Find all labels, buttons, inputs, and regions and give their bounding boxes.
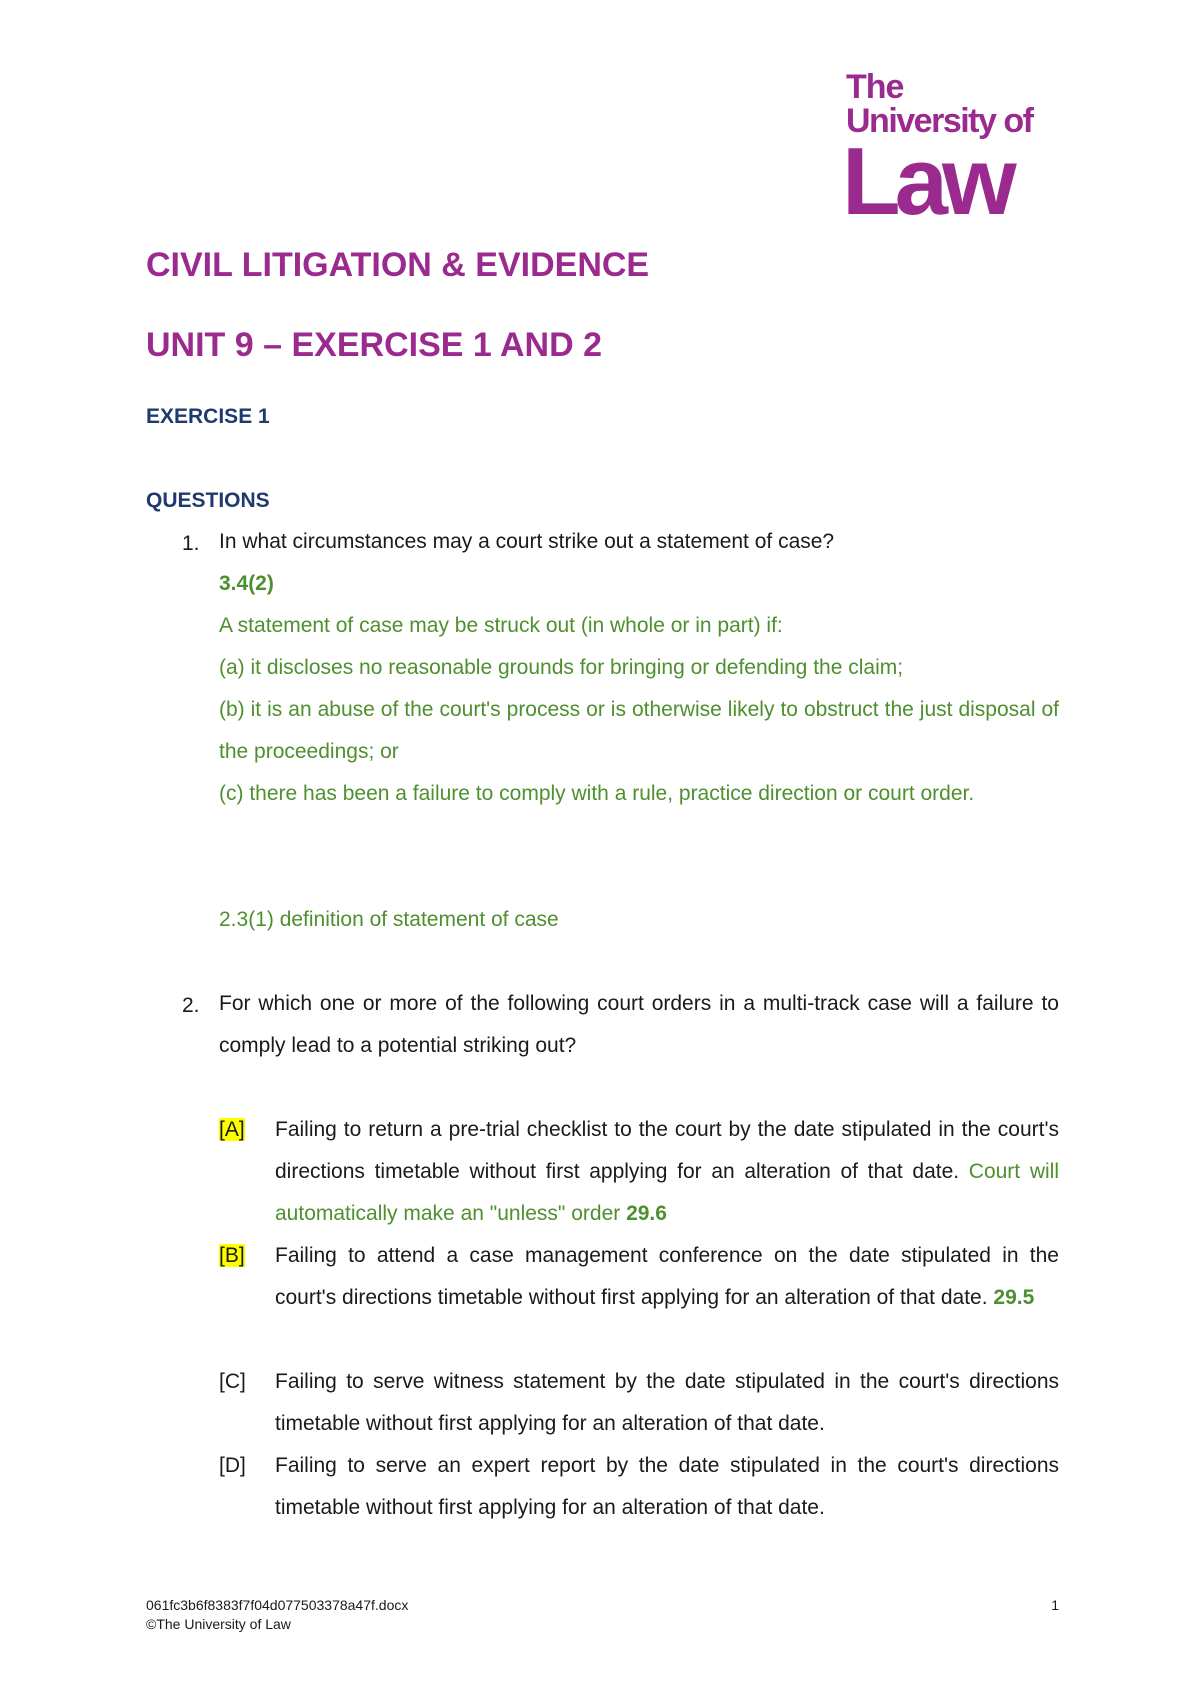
- question-1-answer-b: (b) it is an abuse of the court's process or is otherwise likely to obstruct the just disposal of the proceedings; or: [219, 698, 1059, 763]
- course-title: CIVIL LITIGATION & EVIDENCE: [146, 246, 650, 284]
- footer-copyright: ©The University of Law: [146, 1616, 291, 1632]
- logo-line-university: University of: [846, 102, 1033, 140]
- option-b: [275, 1235, 1059, 1319]
- question-1-answer-a: (a) it discloses no reasonable grounds for bringing or defending the claim;: [219, 656, 904, 679]
- exercise-heading: EXERCISE 1: [146, 405, 270, 428]
- question-2-text: For which one or more of the following court orders in a multi-track case will a failure to comply lead to a potential striking out?: [219, 992, 1059, 1057]
- questions-heading: QUESTIONS: [146, 489, 270, 512]
- option-a-note: Court will automatically make an "unless" order: [275, 1160, 1059, 1225]
- option-a-letter: [A]: [219, 1118, 245, 1141]
- option-d-text: Failing to serve an expert report by the date stipulated in the court's directions timetable without first applying for an alteration of that date.: [275, 1454, 1059, 1519]
- question-1-answer-note: 2.3(1) definition of statement of case: [219, 908, 559, 931]
- question-2-number: 2.: [182, 994, 200, 1017]
- university-logo: [842, 68, 1033, 235]
- option-a-text: Failing to return a pre-trial checklist to the court by the date stipulated in the court's directions timetable without first applying for an alteration of that date.: [275, 1118, 1059, 1183]
- logo-line-law: Law: [842, 128, 1011, 235]
- question-1-answer-reference: 3.4(2): [219, 572, 274, 595]
- page-footer: [146, 1596, 1059, 1634]
- option-b-rule-ref: 29.5: [993, 1286, 1035, 1309]
- question-1-answer-intro: A statement of case may be struck out (in whole or in part) if:: [219, 614, 783, 637]
- option-a-rule-ref: 29.6: [626, 1202, 667, 1225]
- option-c-letter: [C]: [219, 1370, 246, 1393]
- question-1-answer-c: (c) there has been a failure to comply with a rule, practice direction or court order.: [219, 782, 975, 805]
- unit-title: UNIT 9 – EXERCISE 1 AND 2: [146, 326, 602, 364]
- footer-filename: 061fc3b6f8383f7f04d077503378a47f.docx: [146, 1597, 409, 1613]
- question-1-text: In what circumstances may a court strike out a statement of case?: [219, 530, 835, 553]
- option-c-text: Failing to serve witness statement by the date stipulated in the court's directions timetable without first applying for an alteration of that date.: [275, 1370, 1059, 1435]
- option-b-letter: [B]: [219, 1244, 245, 1267]
- option-b-text: Failing to attend a case management conference on the date stipulated in the court's directions timetable without first applying for an alteration of that date.: [275, 1244, 1059, 1309]
- page-number: 1: [1051, 1597, 1059, 1613]
- question-1-number: 1.: [182, 532, 200, 555]
- option-d-letter: [D]: [219, 1454, 246, 1477]
- option-a: [275, 1109, 1059, 1235]
- logo-line-the: The: [846, 68, 904, 106]
